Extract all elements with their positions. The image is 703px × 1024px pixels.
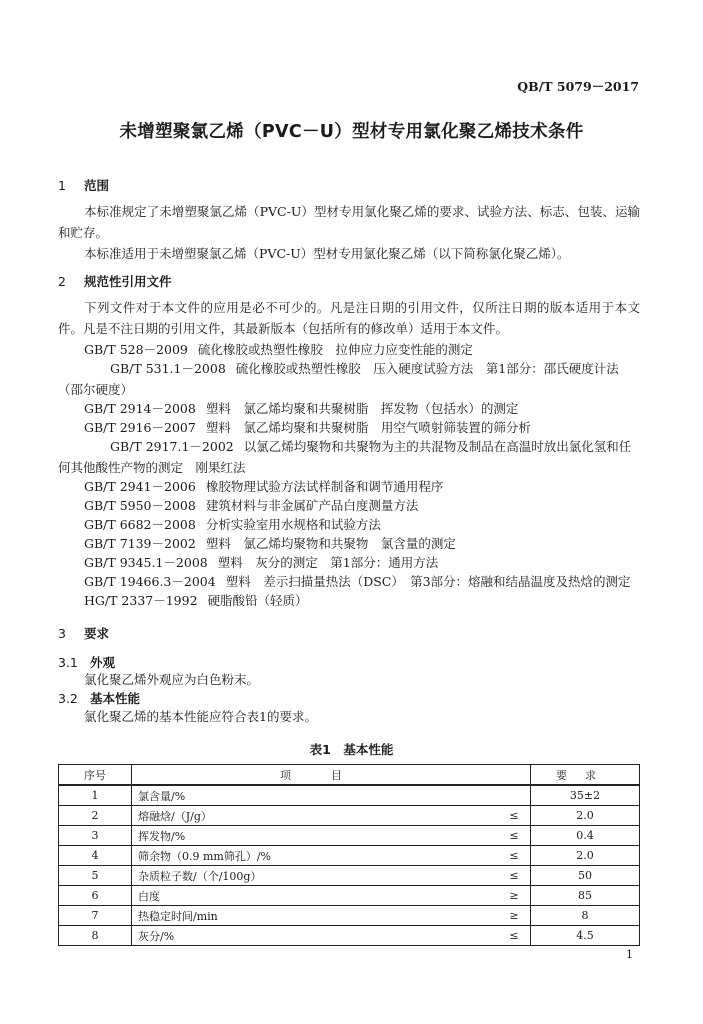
reference-item (84, 417, 640, 438)
reference-code: GB/T 7139－2002 (84, 536, 196, 551)
row-value: 2.0 (531, 806, 640, 826)
section-1-heading (58, 176, 109, 194)
section-title: 要求 (84, 626, 110, 641)
section-1-para-2: 本标准适用于未增塑聚氯乙烯（PVC-U）型材专用氯化聚乙烯（以下简称氯化聚乙烯）。 (84, 246, 570, 261)
table-caption: 表1 基本性能 (309, 742, 394, 757)
page-number: 1 (626, 948, 633, 961)
reference-code: GB/T 5950－2008 (84, 498, 196, 513)
row-value: 0.4 (531, 826, 640, 846)
section-3-heading (58, 624, 109, 642)
table-row (59, 866, 640, 886)
reference-code: GB/T 19466.3－2004 (84, 574, 216, 589)
reference-title: 分析实验室用水规格和试验方法 (205, 517, 381, 532)
reference-item (84, 514, 640, 535)
subsection-number: 3.2 (58, 691, 78, 706)
reference-title: 硬脂酸铅（轻质） (207, 593, 308, 608)
reference-item (84, 552, 640, 573)
reference-code: GB/T 2916－2007 (84, 420, 196, 435)
row-sign: ≤ (498, 926, 531, 946)
properties-table (58, 764, 640, 946)
row-sign: ≤ (498, 866, 531, 886)
section-number: 3 (58, 626, 66, 641)
section-title: 范围 (84, 178, 110, 193)
reference-item (84, 571, 640, 592)
row-item: 挥发物/% (132, 826, 499, 846)
reference-item (84, 495, 640, 516)
reference-code: GB/T 2914－2008 (84, 401, 196, 416)
row-item: 熔融焓/（J/g） (132, 806, 499, 826)
reference-title: 塑料 氯乙烯均聚和共聚树脂 用空气喷射筛装置的筛分析 (205, 420, 531, 435)
subsection-number: 3.1 (58, 655, 78, 670)
section-3-2-heading (58, 689, 140, 707)
table-row (59, 846, 640, 866)
document-title: 未增塑聚氯乙烯（PVC－U）型材专用氯化聚乙烯技术条件 (119, 122, 584, 142)
row-sign: ≤ (498, 846, 531, 866)
table-header-row (59, 765, 640, 786)
header-no: 序号 (59, 765, 132, 786)
section-3-1-text: 氯化聚乙烯外观应为白色粉末。 (84, 672, 260, 687)
row-item: 杂质粒子数/（个/100g） (132, 866, 499, 886)
section-2-intro: 下列文件对于本文件的应用是必不可少的。凡是注日期的引用文件，仅所注日期的版本适用于本文件。凡是不注日期的引用文件，其最新版本（包括所有的修改单）适用于本文件。 (58, 300, 640, 336)
reference-title: 以氯乙烯均聚物和共聚物为主的共混物及制品在高温时放出氯化氢和任何其他酸性产物的测定 刚果红法 (58, 439, 632, 475)
section-number: 2 (58, 274, 66, 289)
row-item: 灰分/% (132, 926, 499, 946)
reference-title: 硫化橡胶或热塑性橡胶 拉伸应力应变性能的测定 (197, 342, 473, 357)
reference-code: GB/T 528－2009 (84, 342, 188, 357)
reference-item (84, 476, 640, 497)
row-item: 白度 (132, 886, 499, 906)
reference-code: GB/T 9345.1－2008 (84, 555, 208, 570)
reference-title: 塑料 氯乙烯均聚和共聚树脂 挥发物（包括水）的测定 (205, 401, 519, 416)
table-row (59, 926, 640, 946)
standard-code: QB/T 5079－2017 (517, 79, 639, 94)
row-value: 2.0 (531, 846, 640, 866)
reference-title: 塑料 差示扫描量热法（DSC） 第3部分：熔融和结晶温度及热焓的测定 (225, 574, 631, 589)
row-no: 6 (59, 886, 132, 906)
table-row (59, 806, 640, 826)
reference-title: 塑料 氯乙烯均聚物和共聚物 氯含量的测定 (205, 536, 456, 551)
row-item: 热稳定时间/min (132, 906, 499, 926)
row-no: 3 (59, 826, 132, 846)
reference-code: GB/T 2917.1－2002 (110, 439, 234, 454)
header-requirement: 要求 (531, 765, 640, 786)
row-no: 7 (59, 906, 132, 926)
table-row (59, 886, 640, 906)
row-no: 1 (59, 785, 132, 806)
row-no: 2 (59, 806, 132, 826)
row-sign: ≤ (498, 806, 531, 826)
subsection-title: 外观 (90, 655, 116, 670)
row-sign: ≥ (498, 886, 531, 906)
header-item: 项目 (132, 765, 531, 786)
reference-title: 硫化橡胶或热塑性橡胶 压入硬度试验方法 第1部分：邵氏硬度计法（邵尔硬度） (58, 361, 619, 397)
reference-item (58, 358, 640, 400)
row-sign: ≥ (498, 906, 531, 926)
row-value: 4.5 (531, 926, 640, 946)
reference-code: GB/T 2941－2006 (84, 479, 196, 494)
table-row (59, 906, 640, 926)
reference-item (84, 533, 640, 554)
section-2-heading (58, 272, 172, 290)
reference-title: 橡胶物理试验方法试样制备和调节通用程序 (205, 479, 444, 494)
row-value: 35±2 (531, 785, 640, 806)
subsection-title: 基本性能 (90, 691, 141, 706)
reference-item (58, 436, 640, 478)
row-value: 8 (531, 906, 640, 926)
reference-title: 建筑材料与非金属矿产品白度测量方法 (205, 498, 419, 513)
row-sign (498, 785, 531, 806)
reference-item (84, 590, 640, 611)
reference-code: GB/T 531.1－2008 (110, 361, 226, 376)
reference-code: HG/T 2337－1992 (84, 593, 198, 608)
table-row (59, 785, 640, 806)
row-no: 8 (59, 926, 132, 946)
table-row (59, 826, 640, 846)
row-no: 5 (59, 866, 132, 886)
section-number: 1 (58, 178, 66, 193)
row-value: 50 (531, 866, 640, 886)
row-value: 85 (531, 886, 640, 906)
row-no: 4 (59, 846, 132, 866)
section-1-para-1: 本标准规定了未增塑聚氯乙烯（PVC-U）型材专用氯化聚乙烯的要求、试验方法、标志、包装、运输和贮存。 (58, 204, 640, 240)
row-sign: ≤ (498, 826, 531, 846)
reference-item (84, 339, 640, 360)
section-title: 规范性引用文件 (84, 274, 172, 289)
reference-code: GB/T 6682－2008 (84, 517, 196, 532)
section-3-2-text: 氯化聚乙烯的基本性能应符合表1的要求。 (84, 709, 317, 724)
reference-title: 塑料 灰分的测定 第1部分：通用方法 (217, 555, 439, 570)
row-item: 筛余物（0.9 mm筛孔）/% (132, 846, 499, 866)
row-item: 氯含量/% (132, 785, 499, 806)
reference-item (84, 398, 640, 419)
